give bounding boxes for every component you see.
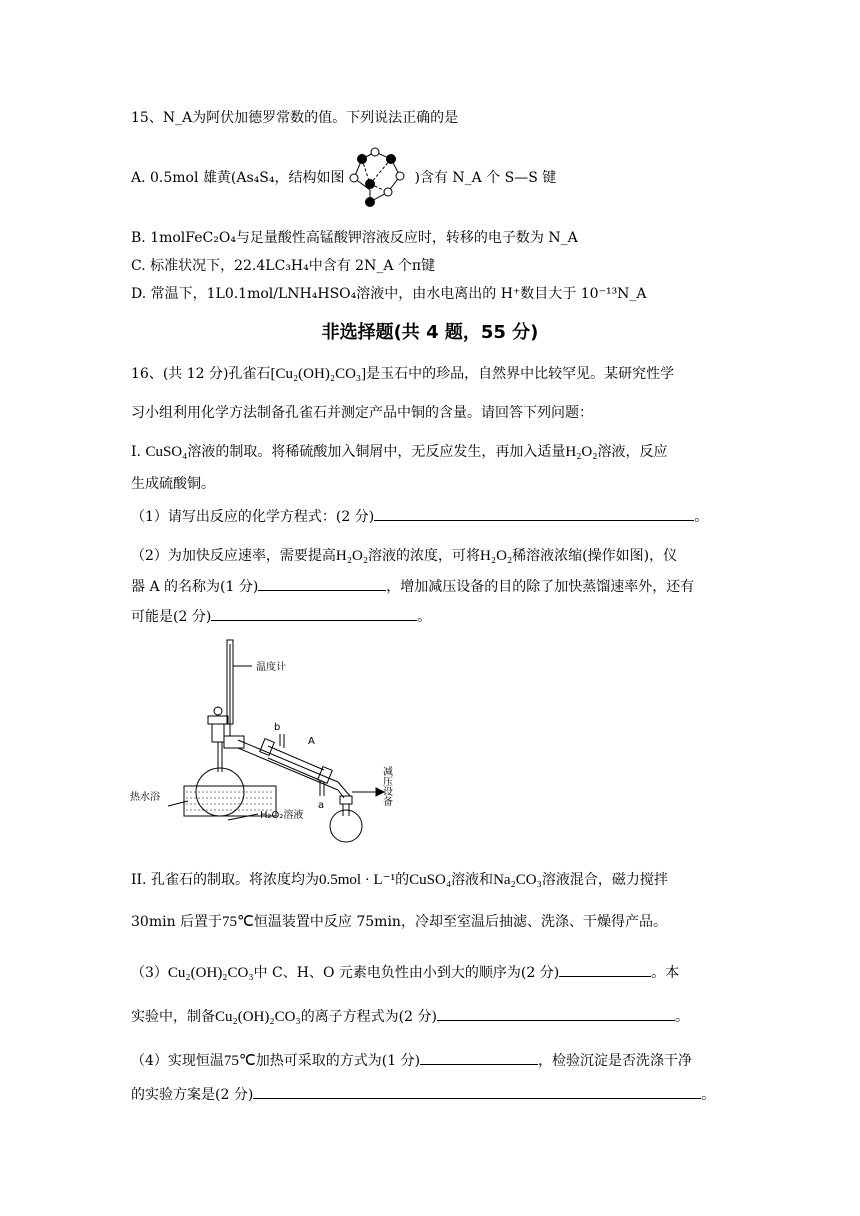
q16-sub1 [131,506,708,527]
answer-blank-2[interactable] [258,576,386,591]
distillation-apparatus-diagram [128,636,408,846]
sub2-text-b: 溶液的浓度，可将 [368,548,481,564]
label-b: b [274,722,281,733]
conc-value: 0.5mol · L⁻¹ [318,872,396,888]
label-thermometer: 温度计 [256,662,286,673]
q15-option-d: D. 常温下，1L0.1mol/LNH₄HSO₄溶液中，由水电离出的 H⁺数目大于 10⁻¹³N_A [131,286,647,302]
q16-part2 [131,870,668,890]
part1-text-end: 溶液，反应 [597,444,668,460]
malachite-formula-2: Cu₂(OH)₂CO₃ [167,965,254,981]
sub4-line2-a: 的实验方案是(2 分) [131,1087,254,1103]
q15-option-c: C. 标准状况下，22.4LC₃H₄中含有 2N_A 个π键 [131,258,436,274]
q15-option-a-prefix: A. 0.5mol 雄黄(As₄S₄，结构如图 [131,170,345,186]
answer-blank-4[interactable] [559,962,651,977]
q15-option-b: B. 1molFeC₂O₄与足量酸性高锰酸钾溶液反应时，转移的电子数为 N_A [131,230,578,246]
answer-blank-3[interactable] [211,606,417,621]
temp-value: 75℃ [222,914,254,930]
part2-line2-a: 30min 后置于 [131,914,223,930]
sub4-text-b: 加热可采取的方式为(1 分) [255,1053,421,1069]
sub3-text-a: （3） [131,965,168,981]
sub3-line2-a: 实验中，制备 [131,1009,215,1025]
malachite-formula-3: Cu₂(OH)₂CO₃ [215,1009,301,1025]
section-title: 非选择题(共 4 题，55 分) [321,322,539,343]
label-A: A [308,736,315,747]
sub1-text: （1）请写出反应的化学方程式：(2 分) [131,509,375,525]
h2o2-formula: H₂O₂ [565,444,598,460]
h2o2-formula-3: H₂O₂ [480,548,513,564]
answer-blank-7[interactable] [253,1084,701,1099]
h2o2-formula-2: H₂O₂ [335,548,369,564]
q16-sub3-line2 [131,1006,689,1027]
sub3-text-c: 。本 [651,965,680,981]
q16-intro-line2: 习小组利用化学方法制备孔雀石并测定产品中铜的含量。请回答下列问题： [131,405,593,421]
q16-part1-line2: 生成硫酸铜。 [131,476,215,492]
label-a: a [318,800,325,811]
sub4-text-c: ，检验沉淀是否洗涤干净 [538,1053,693,1069]
part2-text-a: II. 孔雀石的制取。将浓度均为 [131,872,319,888]
sub3-line2-b: 的离子方程式为(2 分) [300,1009,437,1025]
sub1-end: 。 [694,509,709,525]
malachite-formula: [Cu₂(OH)₂CO₃] [270,366,367,382]
part2-line2-b: 恒温装置中反应 75min，冷却至室温后抽滤、洗涤、干燥得产品。 [253,914,667,930]
q16-sub2-line2 [131,576,694,597]
sub3-text-b: 中 C、H、O 元素电负性由小到大的顺序为(2 分) [253,965,560,981]
answer-blank-1[interactable] [374,506,694,521]
temp-value-2: 75℃ [223,1053,256,1069]
q16-sub3 [131,962,679,983]
as4s4-structure-figure [340,144,412,214]
q15-option-a-suffix: )含有 N_A 个 S—S 键 [414,170,557,186]
q16-intro-prefix: 16、(共 12 分)孔雀石 [131,366,271,382]
q16-sub4-line2 [131,1084,715,1105]
q16-sub4 [131,1050,692,1071]
answer-blank-5[interactable] [437,1006,675,1021]
q16-intro-suffix: 是玉石中的珍品，自然界中比较罕见。某研究性学 [366,366,675,382]
label-hot-bath: 热水浴 [130,792,160,803]
sub2-line2-a: 器 A 的名称为(1 分) [131,579,259,595]
part2-text-d: 溶液混合，磁力搅拌 [541,872,668,888]
answer-blank-6[interactable] [420,1050,538,1065]
sub2-line3-end: 。 [417,609,432,625]
sub2-text-c: 稀溶液浓缩(操作如图)，仪 [512,548,678,564]
part1-text: 溶液的制取。将稀硫酸加入铜屑中，无反应发生，再加入适量 [187,444,566,460]
q16-sub2 [131,546,677,566]
q16-part2-line2 [131,912,667,932]
q16-intro [131,364,674,384]
sub2-line2-b: ，增加减压设备的目的除了加快蒸馏速率外，还有 [386,579,695,595]
part2-text-c: 溶液和 [451,872,494,888]
na2co3-formula: Na₂CO₃ [493,872,542,888]
q16-part1 [131,442,667,462]
sub2-line3-a: 可能是(2 分) [131,609,212,625]
sub4-line2-end: 。 [701,1087,716,1103]
q16-sub2-line3 [131,606,431,627]
part2-text-b: 的 [395,872,410,888]
label-solution: H₂O₂溶液 [260,810,304,821]
label-vacuum: 减压设备 [380,766,392,806]
sub3-line2-end: 。 [674,1009,689,1025]
cuso4-formula-2: CuSO₄ [409,872,452,888]
q15-stem: 15、N_A为阿伏加德罗常数的值。下列说法正确的是 [131,110,459,126]
sub2-text-a: （2）为加快反应速率，需要提高 [131,548,336,564]
cuso4-formula: CuSO₄ [145,444,188,460]
part1-label: I. [131,444,141,460]
sub4-text-a: （4）实现恒温 [131,1053,224,1069]
